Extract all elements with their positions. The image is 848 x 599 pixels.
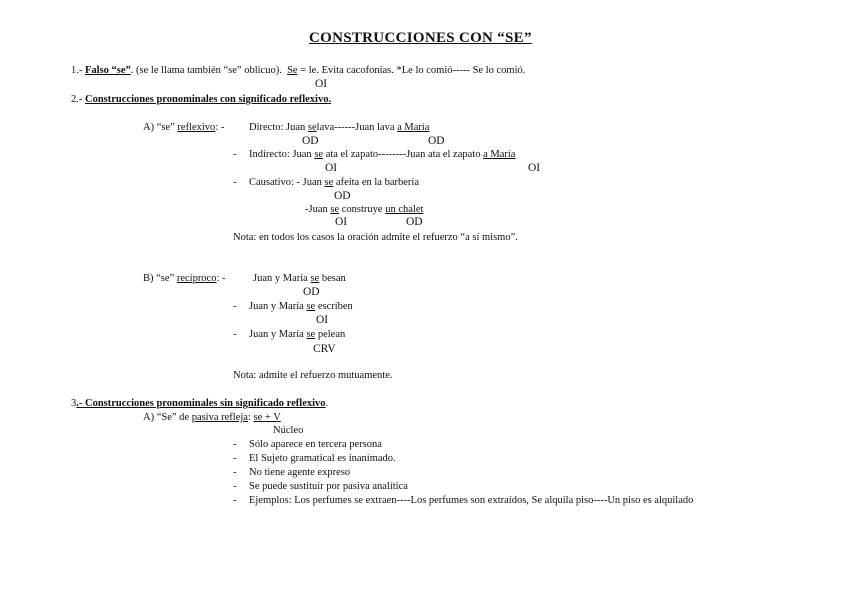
causative-1-se: se [324, 177, 334, 188]
indirect-label-2: OI [528, 162, 541, 174]
direct-lead: Directo: Juan [249, 122, 306, 133]
nucleo-label: Núcleo [273, 425, 304, 436]
causative-line-1 [249, 178, 419, 189]
reciprocal-label-prefix: B) “se” [143, 273, 175, 284]
causative-line-2 [305, 205, 423, 216]
indirect-lead: Indirecto: Juan [249, 149, 312, 160]
section-1-se: Se [287, 65, 298, 76]
reflexive-label-prefix: A) “se” [143, 122, 175, 133]
passive-item-dash-3: - [233, 467, 237, 478]
causative-2-se: se [330, 204, 340, 215]
causative-dash: - [233, 177, 237, 188]
reflexive-note: Nota: en todos los casos la oración admite el refuerzo “a sí mismo”. [233, 232, 518, 243]
reciprocal-1-rest: besan [321, 273, 346, 284]
section-3-line [71, 399, 328, 410]
causative-1-label: OD [334, 190, 351, 202]
reciprocal-note: Nota: admite el refuerzo mutuamente. [233, 370, 393, 381]
reciprocal-1-lead: Juan y María [253, 273, 308, 284]
reciprocal-kind: recíproco [176, 273, 217, 284]
reciprocal-3-se: se [306, 329, 316, 340]
section-1-line [71, 66, 525, 77]
reciprocal-2-lead: Juan y María [249, 301, 304, 312]
causative-2-object: un chalet [385, 204, 424, 215]
reciprocal-label [143, 274, 226, 285]
indirect-se: se [314, 149, 324, 160]
causative-1-rest: afeita en la barbería [335, 177, 419, 188]
passive-item-2: El Sujeto gramatical es inanimado. [249, 453, 396, 464]
indirect-mid: ata el zapato--------Juan ata el zapato [325, 149, 481, 160]
section-3-number: 3 [71, 398, 77, 409]
section-3-heading: .- Construcciones pronominales sin significado reflexivo [76, 398, 326, 409]
passive-colon: : [247, 412, 251, 423]
passive-item-dash-4: - [233, 481, 237, 492]
causative-2-mid: construye [341, 204, 383, 215]
passive-item-dash-1: - [233, 439, 237, 450]
reciprocal-1-label: OD [303, 286, 320, 298]
indirect-label-1: OI [325, 162, 338, 174]
passive-label-prefix: A) “Se” de [143, 412, 190, 423]
reciprocal-3-lead: Juan y María [249, 329, 304, 340]
reciprocal-2-rest: escriben [317, 301, 353, 312]
direct-label-2: OD [428, 135, 445, 147]
reciprocal-line-1 [253, 274, 346, 285]
reflexive-label-tail: : - [215, 122, 225, 133]
causative-2-label-2: OD [406, 216, 423, 228]
section-2-number: 2.- [71, 94, 83, 105]
passive-label [143, 413, 281, 424]
direct-mid: lava------Juan lava [316, 122, 395, 133]
reciprocal-line-3 [249, 330, 345, 341]
indirect-dash: - [233, 149, 237, 160]
reciprocal-line-2 [249, 302, 353, 313]
reflexive-kind: reflexivo [177, 122, 216, 133]
passive-item-1: Sólo aparece en tercera persona [249, 439, 382, 450]
reciprocal-label-tail: : - [216, 273, 226, 284]
causative-2-label-1: OI [335, 216, 348, 228]
section-3-period: . [325, 398, 329, 409]
direct-se: se [307, 122, 317, 133]
reciprocal-2-label: OI [316, 314, 329, 326]
causative-1-lead: Causativo: - Juan [249, 177, 322, 188]
reflexive-indirect-line [249, 150, 515, 161]
passive-kind: pasiva refleja [191, 412, 248, 423]
section-2-line [71, 95, 331, 106]
section-1-oi-label: OI [315, 78, 328, 90]
page-title: CONSTRUCCIONES CON “SE” [309, 30, 532, 46]
section-1-paren: . (se le llama también “se” oblicuo). [130, 65, 282, 76]
passive-item-dash-5: - [233, 495, 237, 506]
reciprocal-3-rest: pelean [317, 329, 346, 340]
direct-label-1: OD [302, 135, 319, 147]
section-1-number: 1.- [71, 65, 83, 76]
reciprocal-3-dash: - [233, 329, 237, 340]
passive-item-dash-2: - [233, 453, 237, 464]
section-1-rest: = le. Evita cacofonías. *Le lo comió----- Se lo comió. [300, 65, 526, 76]
passive-formula: se + V [253, 412, 281, 423]
reciprocal-2-dash: - [233, 301, 237, 312]
indirect-object: a María [483, 149, 516, 160]
section-1-heading: Falso “se” [85, 65, 131, 76]
passive-item-4: Se puede sustituir por pasiva analítica [249, 481, 408, 492]
reciprocal-2-se: se [306, 301, 316, 312]
passive-item-3: No tiene agente expreso [249, 467, 351, 478]
reciprocal-1-se: se [310, 273, 320, 284]
reflexive-label [143, 123, 224, 134]
reciprocal-3-label: CRV [313, 343, 336, 355]
reflexive-direct-line [249, 123, 429, 134]
section-2-heading: Construcciones pronominales con significado reflexivo. [85, 94, 332, 105]
passive-item-5: Ejemplos: Los perfumes se extraen----Los perfumes son extraídos, Se alquila piso----Un piso es alquilado [249, 495, 694, 506]
causative-2-lead: -Juan [305, 204, 328, 215]
direct-object: a María [397, 122, 430, 133]
